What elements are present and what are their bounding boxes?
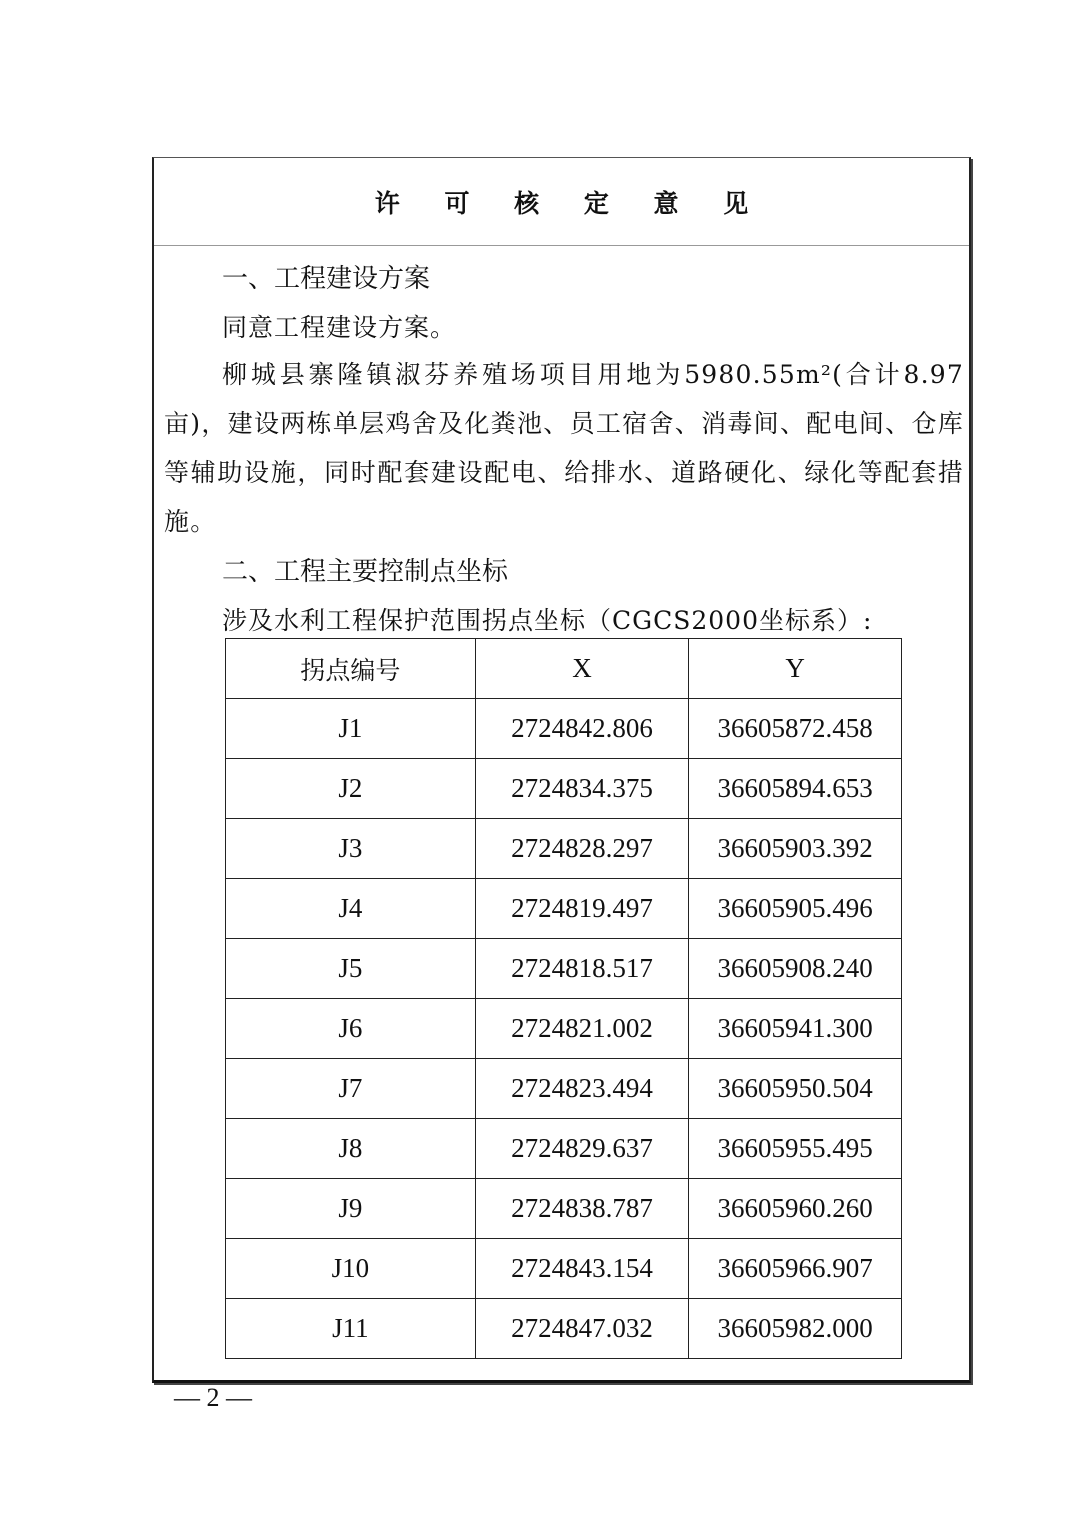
y-cell: 36605955.495	[689, 1119, 902, 1179]
x-cell: 2724847.032	[475, 1299, 689, 1359]
x-cell: 2724821.002	[475, 999, 689, 1059]
table-row	[226, 819, 902, 879]
point-id-cell: J6	[226, 999, 476, 1059]
point-id-cell: J4	[226, 879, 476, 939]
point-id-cell: J9	[226, 1179, 476, 1239]
x-cell: 2724843.154	[475, 1239, 689, 1299]
table-row	[226, 699, 902, 759]
table-row	[226, 759, 902, 819]
y-cell: 36605903.392	[689, 819, 902, 879]
table-caption: 涉及水利工程保护范围拐点坐标（CGCS2000坐标系）:	[222, 606, 873, 635]
table-row	[226, 999, 902, 1059]
coordinates-table	[225, 638, 902, 1359]
y-cell: 36605982.000	[689, 1299, 902, 1359]
y-cell: 36605908.240	[689, 939, 902, 999]
project-description: 柳城县寨隆镇淑芬养殖场项目用地为5980.55m²(合计8.97亩)，建设两栋单层鸡舍及化粪池、员工宿舍、消毒间、配电间、仓库等辅助设施，同时配套建设配电、给排水、道路硬化、绿化等配套措施。	[164, 360, 964, 536]
table-row	[226, 1179, 902, 1239]
section-heading-construction-plan: 一、工程建设方案	[222, 264, 431, 294]
table-row	[226, 939, 902, 999]
point-id-cell: J10	[226, 1239, 476, 1299]
y-cell: 36605872.458	[689, 699, 902, 759]
point-id-cell: J5	[226, 939, 476, 999]
table-row	[226, 879, 902, 939]
point-id-cell: J11	[226, 1299, 476, 1359]
point-id-cell: J1	[226, 699, 476, 759]
table-row	[226, 1059, 902, 1119]
opinion-panel	[152, 157, 971, 1383]
point-id-cell: J8	[226, 1119, 476, 1179]
y-cell: 36605960.260	[689, 1179, 902, 1239]
x-cell: 2724819.497	[475, 879, 689, 939]
x-cell: 2724838.787	[475, 1179, 689, 1239]
table-row	[226, 1299, 902, 1359]
x-cell: 2724823.494	[475, 1059, 689, 1119]
y-cell: 36605894.653	[689, 759, 902, 819]
approval-statement: 同意工程建设方案。	[222, 313, 457, 342]
x-cell: 2724818.517	[475, 939, 689, 999]
table-row	[226, 1119, 902, 1179]
point-id-cell: J7	[226, 1059, 476, 1119]
point-id-cell: J2	[226, 759, 476, 819]
panel-title-row	[154, 158, 969, 246]
table-row	[226, 1239, 902, 1299]
header-y: Y	[689, 639, 902, 699]
section-heading-control-points: 二、工程主要控制点坐标	[222, 557, 509, 587]
point-id-cell: J3	[226, 819, 476, 879]
page-number: — 2 —	[174, 1383, 252, 1412]
header-x: X	[475, 639, 689, 699]
header-point-id: 拐点编号	[226, 639, 476, 699]
y-cell: 36605966.907	[689, 1239, 902, 1299]
y-cell: 36605950.504	[689, 1059, 902, 1119]
x-cell: 2724834.375	[475, 759, 689, 819]
x-cell: 2724842.806	[475, 699, 689, 759]
table-header-row	[226, 639, 902, 699]
x-cell: 2724828.297	[475, 819, 689, 879]
y-cell: 36605941.300	[689, 999, 902, 1059]
x-cell: 2724829.637	[475, 1119, 689, 1179]
panel-title: 许 可 核 定 意 见	[374, 188, 767, 218]
y-cell: 36605905.496	[689, 879, 902, 939]
